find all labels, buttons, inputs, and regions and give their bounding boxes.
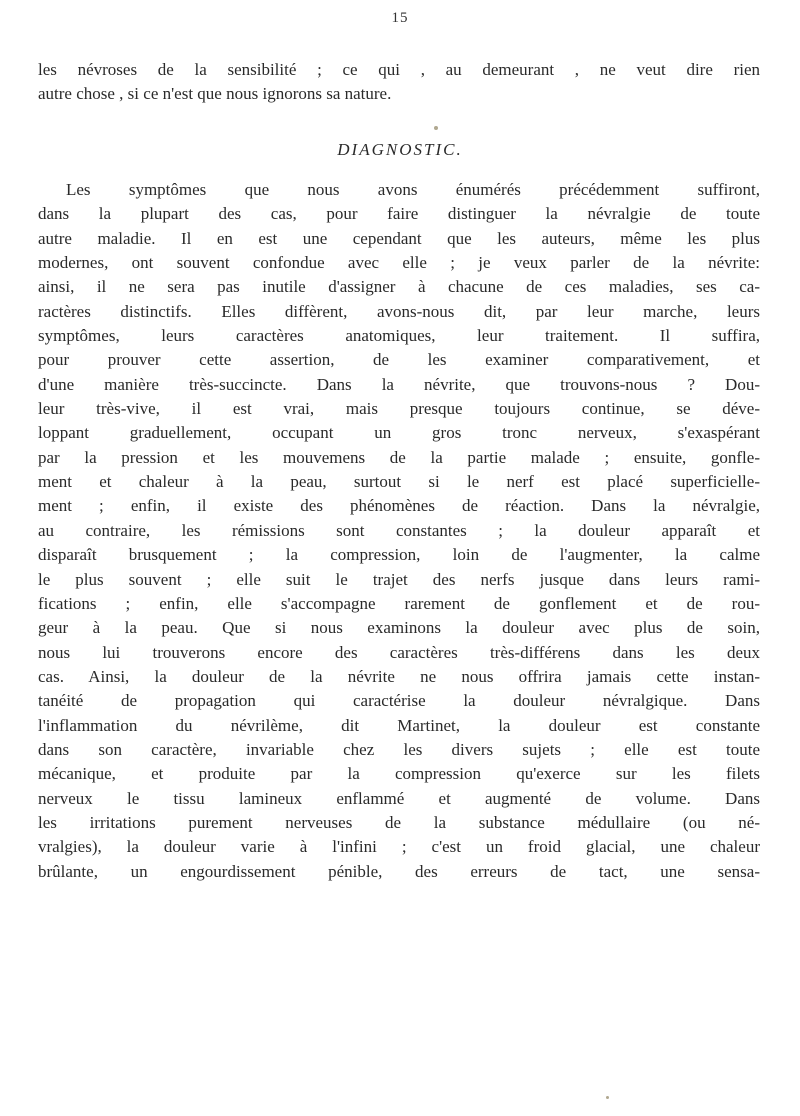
text-line: le plus souvent ; elle suit le trajet des nerfs jusque dans leurs rami- bbox=[38, 569, 760, 589]
text-line: tanéité de propagation qui caractérise la douleur névralgique. Dans bbox=[38, 691, 760, 711]
text-line: autre chose , si ce n'est que nous ignorons sa nature. bbox=[38, 84, 392, 104]
text-line: symptômes, leurs caractères anatomiques, leur traitement. Il suffira, bbox=[38, 326, 760, 346]
page-number: 15 bbox=[391, 10, 409, 26]
text-line: d'une manière très-succincte. Dans la névrite, que trouvons-nous ? Dou- bbox=[38, 374, 760, 394]
text-line: geur à la peau. Que si nous examinons la douleur avec plus de soin, bbox=[38, 618, 760, 638]
paper-speck bbox=[606, 1096, 609, 1099]
text-line: ment et chaleur à la peau, surtout si le nerf est placé superficielle- bbox=[38, 472, 760, 492]
text-line: au contraire, les rémissions sont constantes ; la douleur apparaît et bbox=[38, 520, 760, 540]
text-line: les irritations purement nerveuses de la substance médullaire (ou né- bbox=[38, 812, 760, 832]
section-title: DIAGNOSTIC. bbox=[337, 140, 463, 159]
text-line: dans son caractère, invariable chez les divers sujets ; elle est toute bbox=[38, 739, 760, 759]
text-line: par la pression et les mouvemens de la partie malade ; ensuite, gonfle- bbox=[38, 447, 760, 467]
text-line: nous lui trouverons encore des caractères très-différens dans les deux bbox=[38, 642, 760, 662]
text-line: ainsi, il ne sera pas inutile d'assigner à chacune de ces maladies, ses ca- bbox=[38, 277, 760, 297]
text-line: les névroses de la sensibilité ; ce qui , au demeurant , ne veut dire rien bbox=[38, 60, 760, 79]
text-line: ment ; enfin, il existe des phénomènes de réaction. Dans la névralgie, bbox=[38, 496, 760, 516]
text-line: nerveux le tissu lamineux enflammé et augmenté de volume. Dans bbox=[38, 788, 760, 808]
text-line: cas. Ainsi, la douleur de la névrite ne nous offrira jamais cette instan- bbox=[38, 666, 760, 686]
text-line: brûlante, un engourdissement pénible, des erreurs de tact, une sensa- bbox=[38, 861, 760, 881]
text-line: disparaît brusquement ; la compression, loin de l'augmenter, la calme bbox=[38, 545, 760, 565]
text-line: ractères distinctifs. Elles diffèrent, avons-nous dit, par leur marche, leurs bbox=[38, 301, 760, 321]
text-line: Les symptômes que nous avons énumérés précédemment suffiront, bbox=[66, 180, 760, 199]
text-line: dans la plupart des cas, pour faire distinguer la névralgie de toute bbox=[38, 204, 760, 224]
text-line: leur très-vive, il est vrai, mais presque toujours continue, se déve- bbox=[38, 399, 760, 419]
intro-paragraph bbox=[38, 58, 760, 107]
text-line: vralgies), la douleur varie à l'infini ; c'est un froid glacial, une chaleur bbox=[38, 837, 760, 857]
text-line: loppant graduellement, occupant un gros tronc nerveux, s'exaspérant bbox=[38, 423, 760, 443]
paper-speck bbox=[434, 126, 438, 130]
text-line: pour prouver cette assertion, de les examiner comparativement, et bbox=[38, 350, 760, 370]
text-line: modernes, ont souvent confondue avec elle ; je veux parler de la névrite: bbox=[38, 253, 760, 273]
text-line: l'inflammation du névrilème, dit Martinet, la douleur est constante bbox=[38, 715, 760, 735]
text-line: autre maladie. Il en est une cependant que les auteurs, même les plus bbox=[38, 228, 760, 248]
diagnostic-paragraph bbox=[38, 178, 760, 884]
text-line: mécanique, et produite par la compression qu'exerce sur les filets bbox=[38, 764, 760, 784]
text-line: fications ; enfin, elle s'accompagne rarement de gonflement et de rou- bbox=[38, 593, 760, 613]
